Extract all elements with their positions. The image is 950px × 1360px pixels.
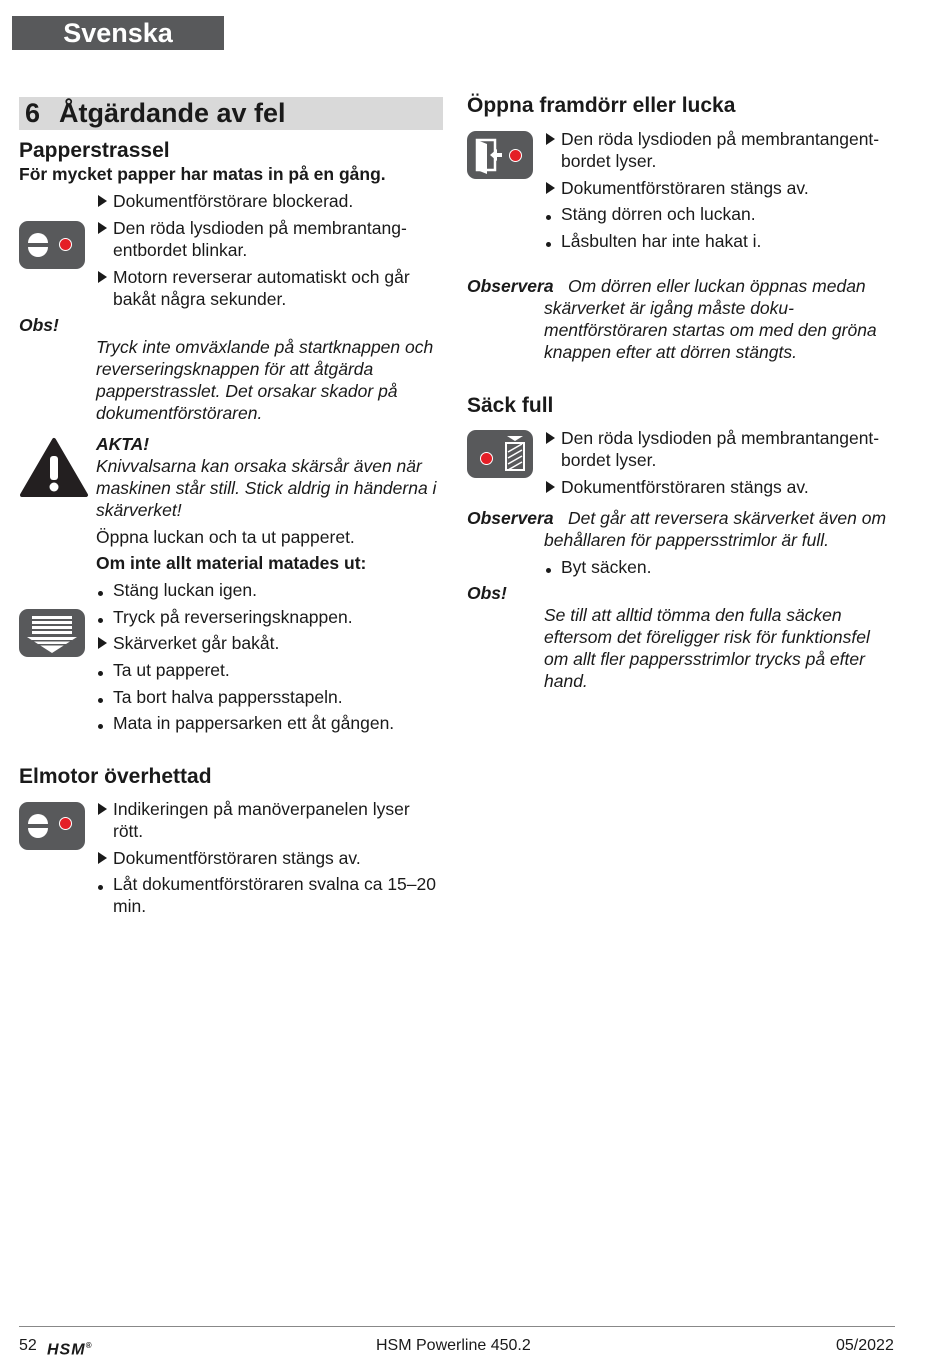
control-panel-led-icon (19, 802, 85, 850)
list-item: Mata in pappersarken ett åt gången. (96, 712, 436, 734)
list-item: Dokumentförstöraren stängs av. (96, 847, 436, 869)
list-item: Låt dokumentförstöraren svalna ca 15–20 min. (96, 873, 436, 917)
footer-divider (19, 1326, 895, 1327)
note-label: Observera (467, 276, 554, 296)
list-item: Stäng dörren och luckan. (544, 203, 904, 225)
list-item: Ta ut papperet. (96, 659, 436, 681)
arrow-bullet-icon (98, 222, 107, 234)
arrow-bullet-icon (546, 432, 555, 444)
chapter-title: Åtgärdande av fel (59, 98, 286, 128)
product-name: HSM Powerline 450.2 (376, 1337, 531, 1354)
arrow-bullet-icon (98, 852, 107, 864)
warning-title: AKTA! (96, 434, 150, 454)
arrow-bullet-icon (98, 195, 107, 207)
list-item: Den röda lysdioden på membrantangent-bordet lyser. (544, 128, 904, 172)
bullet-icon (546, 568, 551, 573)
list-item: Stäng luckan igen. (96, 579, 436, 601)
bullet-icon (98, 885, 103, 890)
list-item: Dokumentförstöraren stängs av. (544, 177, 904, 199)
paper-jam-subtitle: För mycket papper har matas in på en gång. (19, 164, 386, 184)
list-item: Låsbulten har inte hakat i. (544, 230, 904, 252)
list-item: Den röda lysdioden på membrantangent-bordet lyser. (544, 427, 904, 471)
arrow-bullet-icon (98, 271, 107, 283)
list-item: Byt säcken. (544, 556, 904, 578)
bag-obs-text: Se till att alltid tömma den fulla säcken eftersom det föreligger risk för funktionsfel om allt fler pappersstrimlor trycks på efter hand. (544, 605, 870, 691)
list-item: Ta bort halva pappersstapeln. (96, 686, 436, 708)
list-item: Den röda lysdioden på membrantang-entbordet blinkar. (96, 217, 436, 261)
door-open-icon (467, 131, 533, 179)
motor-title: Elmotor överhettad (19, 765, 212, 788)
brand-logo: HSM® (47, 1341, 93, 1359)
arrow-bullet-icon (546, 133, 555, 145)
obs-label: Obs! (467, 583, 507, 603)
language-tab: Svenska (12, 16, 224, 50)
bag-title: Säck full (467, 394, 554, 417)
not-all-title: Om inte allt material matades ut: (96, 553, 367, 573)
list-item: Motorn reverserar automatiskt och går bakåt några sekunder. (96, 266, 436, 310)
reverse-button-icon (19, 609, 85, 657)
list-item: Skärverket går bakåt. (96, 632, 436, 654)
note-label: Observera (467, 508, 554, 528)
chapter-heading (19, 97, 443, 130)
list-item: Tryck på reverseringsknappen. (96, 606, 436, 628)
warning-icon (19, 437, 89, 499)
bullet-icon (98, 591, 103, 596)
chapter-number: 6 (25, 98, 41, 128)
bullet-icon (546, 215, 551, 220)
list-item: Dokumentförstöraren stängs av. (544, 476, 904, 498)
door-note-text: Om dörren eller luckan öppnas medan skärverket är igång måste doku-mentförstöraren startas om med den gröna knappen efter att dörren stängts. (544, 276, 877, 362)
warning-text: Knivvalsarna kan orsaka skärsår även när maskinen står still. Stick aldrig in händerna i skärverket! (96, 456, 437, 520)
bag-full-icon (467, 430, 533, 478)
arrow-bullet-icon (98, 803, 107, 815)
list-item: Indikeringen på manöverpanelen lyser rött. (96, 798, 436, 842)
bullet-icon (546, 242, 551, 247)
door-title: Öppna framdörr eller lucka (467, 94, 736, 117)
control-panel-led-icon (19, 221, 85, 269)
bullet-icon (98, 671, 103, 676)
page-number: 52 (19, 1337, 37, 1354)
open-door-text: Öppna luckan och ta ut papperet. (96, 527, 355, 547)
arrow-bullet-icon (546, 481, 555, 493)
footer-date: 05/2022 (836, 1337, 894, 1354)
obs-text: Tryck inte omväxlande på startknappen och reverseringsknappen för att åtgärda papperstrasslet. Det orsakar skador på dokumentförstöraren. (96, 337, 434, 423)
paper-jam-title: Papperstrassel (19, 139, 170, 162)
obs-label: Obs! (19, 315, 59, 335)
arrow-bullet-icon (546, 182, 555, 194)
list-item: Dokumentförstörare blockerad. (96, 190, 436, 212)
bullet-icon (98, 724, 103, 729)
bullet-icon (98, 618, 103, 623)
arrow-bullet-icon (98, 637, 107, 649)
bullet-icon (98, 698, 103, 703)
bag-note-text: Det går att reversera skärverket även om behållaren för pappersstrimlor är full. (544, 508, 887, 550)
